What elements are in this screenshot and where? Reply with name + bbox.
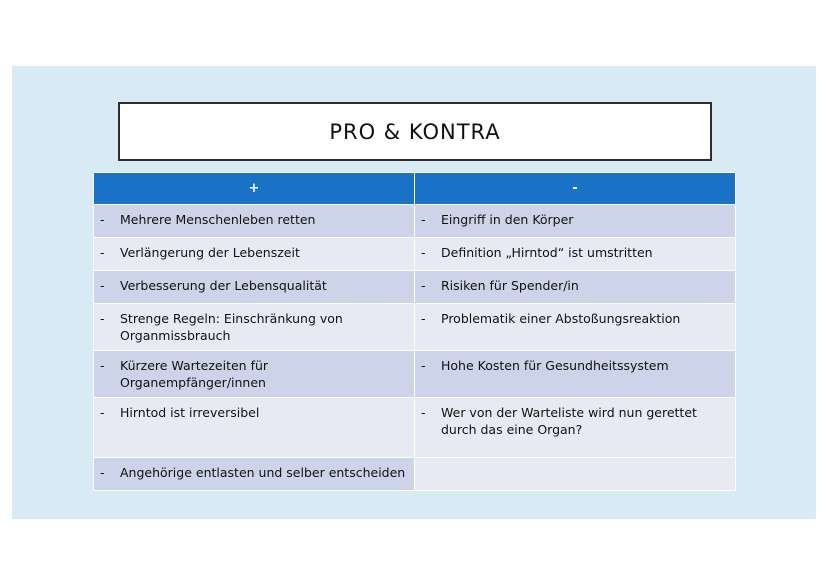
bullet-dash: - xyxy=(421,212,426,227)
contra-cell-empty xyxy=(415,458,736,491)
contra-cell xyxy=(415,398,736,458)
bullet-dash: - xyxy=(421,245,426,260)
bullet-dash: - xyxy=(100,278,105,293)
pro-cell xyxy=(94,238,415,271)
pro-cell xyxy=(94,398,415,458)
contra-text: Problematik einer Abstoßungsreaktion xyxy=(441,311,681,326)
contra-cell xyxy=(415,238,736,271)
contra-text: Eingriff in den Körper xyxy=(441,212,574,227)
bullet-dash: - xyxy=(421,358,426,373)
title-box xyxy=(118,102,712,161)
pro-cell xyxy=(94,271,415,304)
pro-contra-table xyxy=(93,172,736,491)
table-row xyxy=(94,458,736,491)
header-contra: - xyxy=(415,173,736,205)
bullet-dash: - xyxy=(100,245,105,260)
contra-cell xyxy=(415,351,736,398)
bullet-dash: - xyxy=(421,278,426,293)
bullet-dash: - xyxy=(100,465,105,480)
pro-cell xyxy=(94,205,415,238)
pro-text: Mehrere Menschenleben retten xyxy=(120,212,316,227)
slide xyxy=(12,66,816,519)
slide-title: PRO & KONTRA xyxy=(329,119,501,144)
bullet-dash: - xyxy=(421,405,426,420)
pro-cell xyxy=(94,458,415,491)
table-header-row xyxy=(94,173,736,205)
bullet-dash: - xyxy=(100,405,105,420)
pro-text: Verlängerung der Lebenszeit xyxy=(120,245,300,260)
table-row xyxy=(94,351,736,398)
bullet-dash: - xyxy=(421,311,426,326)
pro-text: Angehörige entlasten und selber entscheiden xyxy=(120,465,406,480)
bullet-dash: - xyxy=(100,212,105,227)
contra-cell xyxy=(415,271,736,304)
pro-text: Verbesserung der Lebensqualität xyxy=(120,278,327,293)
contra-text: Hohe Kosten für Gesundheitssystem xyxy=(441,358,669,373)
contra-cell xyxy=(415,304,736,351)
contra-text: Wer von der Warteliste wird nun gerettet durch das eine Organ? xyxy=(441,405,697,437)
bullet-dash: - xyxy=(100,358,105,373)
table-row xyxy=(94,398,736,458)
pro-text: Hirntod ist irreversibel xyxy=(120,405,260,420)
table-row xyxy=(94,304,736,351)
pro-text: Kürzere Wartezeiten für Organempfänger/innen xyxy=(120,358,269,390)
contra-cell xyxy=(415,205,736,238)
pro-cell xyxy=(94,304,415,351)
pro-text: Strenge Regeln: Einschränkung von Organmissbrauch xyxy=(120,311,343,343)
contra-text: Risiken für Spender/in xyxy=(441,278,579,293)
table-row xyxy=(94,238,736,271)
bullet-dash: - xyxy=(100,311,105,326)
header-pro: + xyxy=(94,173,415,205)
table-row xyxy=(94,205,736,238)
contra-text: Definition „Hirntod“ ist umstritten xyxy=(441,245,653,260)
table-row xyxy=(94,271,736,304)
pro-cell xyxy=(94,351,415,398)
